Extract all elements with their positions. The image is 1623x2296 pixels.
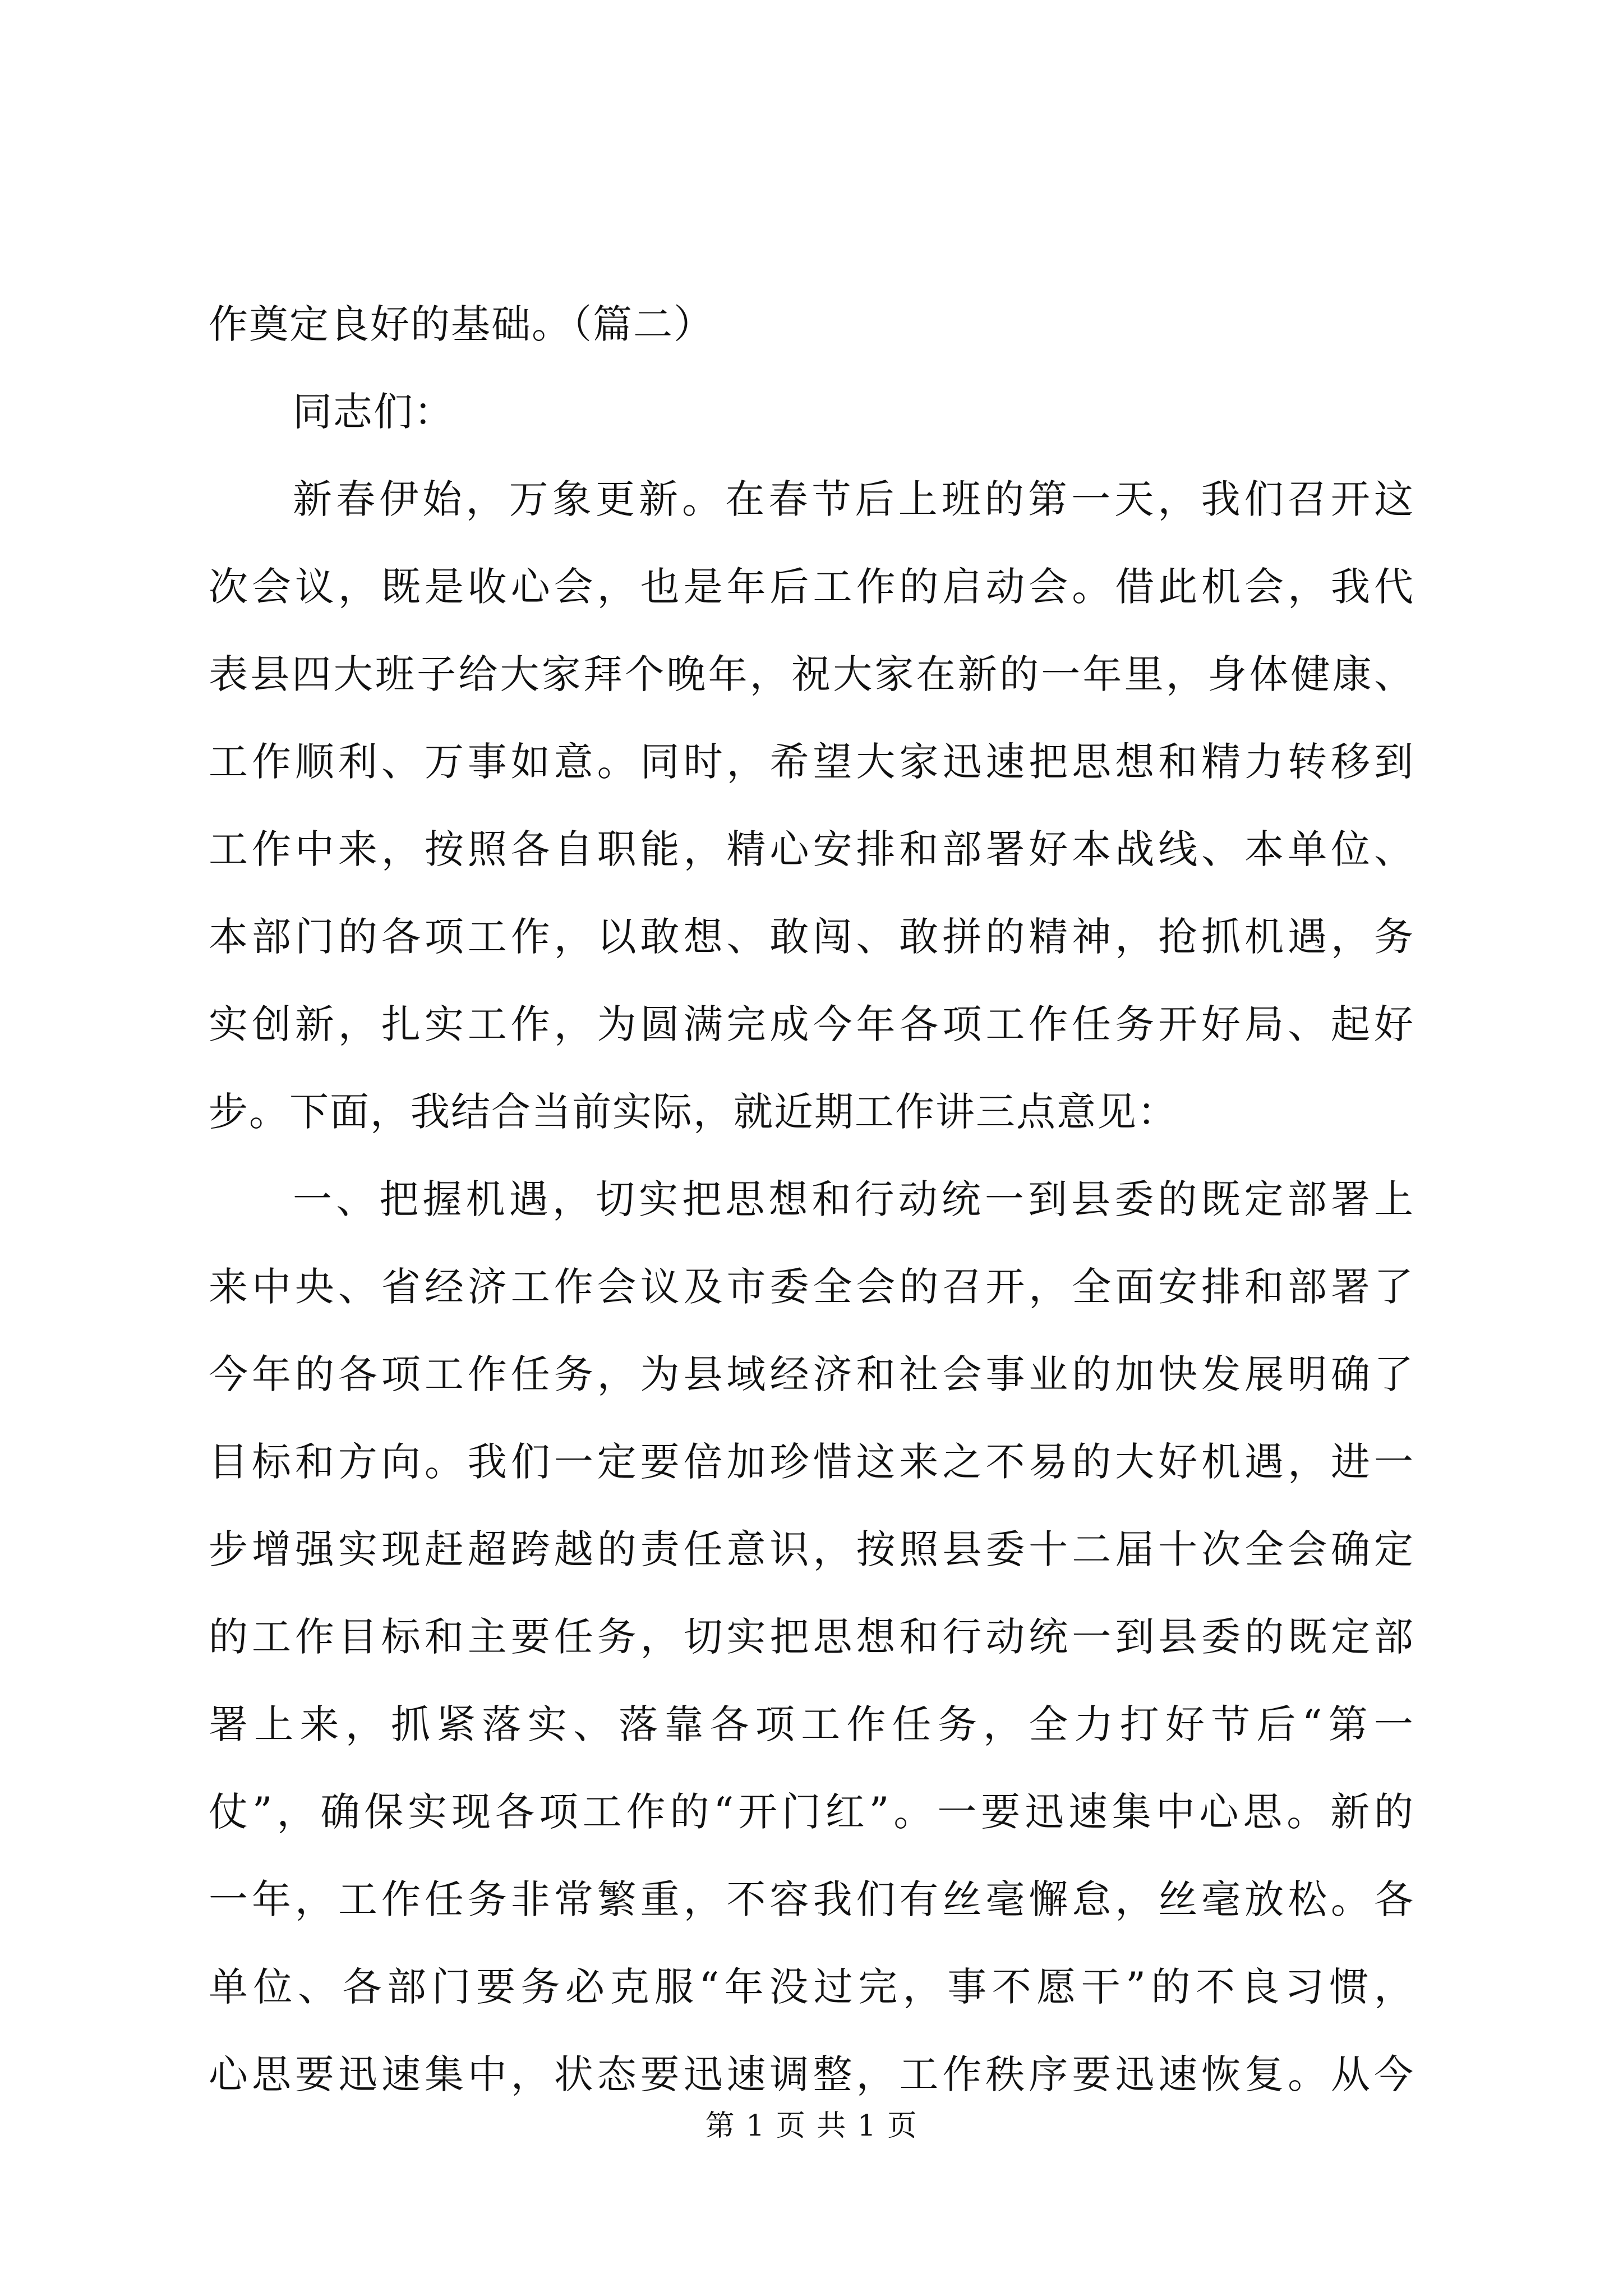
text-line: 署上来，抓紧落实、落靠各项工作任务，全力打好节后“第一: [209, 1701, 1414, 1747]
text-line: 一年，工作任务非常繁重，不容我们有丝毫懈怠，丝毫放松。各: [209, 1876, 1414, 1922]
page-footer: [0, 2106, 1623, 2146]
page-number-label: 第 1 页 共 1 页: [705, 2109, 918, 2143]
text-line: 表县四大班子给大家拜个晚年，祝大家在新的一年里，身体健康、: [209, 651, 1414, 697]
text-line: 目标和方向。我们一定要倍加珍惜这来之不易的大好机遇，进一: [209, 1439, 1414, 1485]
text-line: 实创新，扎实工作，为圆满完成今年各项工作任务开好局、起好: [209, 1001, 1414, 1047]
text-line: 仗”，确保实现各项工作的“开门红”。一要迅速集中心思。新的: [209, 1789, 1414, 1835]
text-line: 步。下面，我结合当前实际，就近期工作讲三点意见：: [209, 1089, 1178, 1135]
text-line: 新春伊始，万象更新。在春节后上班的第一天，我们召开这: [293, 476, 1414, 522]
text-line: 工作顺利、万事如意。同时，希望大家迅速把思想和精力转移到: [209, 739, 1414, 785]
text-line: 的工作目标和主要任务，切实把思想和行动统一到县委的既定部: [209, 1614, 1414, 1660]
salutation: 同志们：: [293, 389, 454, 435]
text-line: 单位、各部门要务必克服“年没过完，事不愿干”的不良习惯，: [209, 1964, 1414, 2010]
text-line: 本部门的各项工作，以敢想、敢闯、敢拼的精神，抢抓机遇，务: [209, 914, 1414, 960]
text-line: 步增强实现赶超跨越的责任意识，按照县委十二届十次全会确定: [209, 1526, 1414, 1572]
text-line: 作奠定良好的基础。（篇二）: [209, 301, 714, 347]
text-line: 来中央、省经济工作会议及市委全会的召开，全面安排和部署了: [209, 1264, 1414, 1310]
section-heading-line: 一、把握机遇，切实把思想和行动统一到县委的既定部署上: [293, 1176, 1414, 1222]
text-line: 心思要迅速集中，状态要迅速调整，工作秩序要迅速恢复。从今: [209, 2051, 1414, 2097]
document-body: [209, 280, 1414, 2118]
text-line: 次会议，既是收心会，也是年后工作的启动会。借此机会，我代: [209, 564, 1414, 610]
text-line: 工作中来，按照各自职能，精心安排和部署好本战线、本单位、: [209, 826, 1414, 872]
text-line: 今年的各项工作任务，为县域经济和社会事业的加快发展明确了: [209, 1351, 1414, 1397]
